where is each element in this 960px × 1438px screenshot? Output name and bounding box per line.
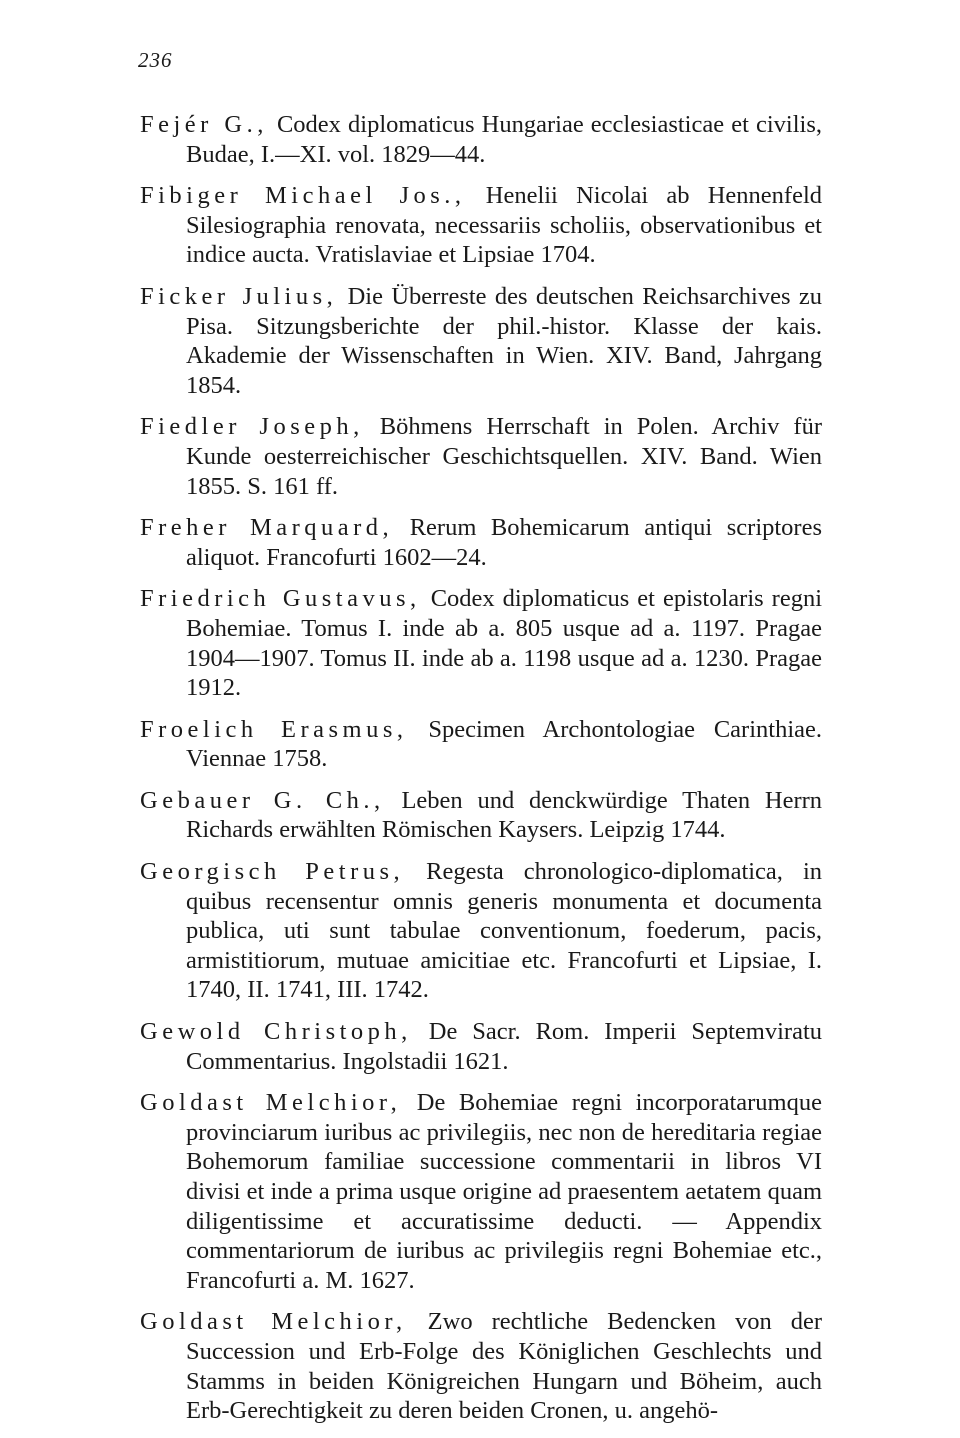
bibliography-entry bbox=[140, 412, 822, 501]
entry-author: Georgisch Petrus, bbox=[140, 858, 405, 886]
bibliography-entry bbox=[140, 786, 822, 845]
entry-text: Codex diplomaticus Hungariae ecclesiasticae et civilis, Budae, I.—XI. vol. 1829—44. bbox=[186, 111, 822, 168]
entry-author: Froelich Erasmus, bbox=[140, 715, 408, 743]
entry-author: Goldast Melchior, bbox=[140, 1089, 402, 1117]
entry-text: Codex diplomaticus et epistolaris regni Bohemiae. Tomus I. inde ab a. 805 usque ad a. 1197. Pragae 1904—1907. Tomus II. inde ab a. 1198 usque ad a. 1230. Pragae 1912. bbox=[186, 585, 823, 702]
entry-author: Freher Marquard, bbox=[140, 514, 394, 542]
entry-author: Goldast Melchior, bbox=[140, 1308, 407, 1336]
bibliography-entry bbox=[140, 715, 822, 774]
entry-author: Ficker Julius, bbox=[140, 282, 338, 310]
entry-text: Rerum Bohemicarum antiqui scriptores aliquot. Francofurti 1602—24. bbox=[186, 514, 822, 571]
bibliography-entry bbox=[140, 282, 822, 400]
entry-text: Die Überreste des deutschen Reichsarchives zu Pisa. Sitzungsberichte der phil.-histor. Klasse der kais. Akademie der Wissenschaften in Wien. XIV. Band, Jahrgang 1854. bbox=[186, 282, 823, 399]
bibliography-entry bbox=[140, 1307, 822, 1425]
bibliography-entry bbox=[140, 584, 822, 702]
entry-author: Fibiger Michael Jos., bbox=[140, 182, 466, 210]
bibliography-list bbox=[140, 110, 822, 1438]
entry-text: Böhmens Herrschaft in Polen. Archiv für Kunde oesterreichischer Geschichtsquellen. XIV. Band. Wien 1855. S. 161 ff. bbox=[186, 413, 822, 500]
entry-author: Gewold Christoph, bbox=[140, 1018, 412, 1046]
bibliography-entry bbox=[140, 110, 822, 169]
bibliography-entry bbox=[140, 1088, 822, 1295]
entry-text: Regesta chronologico-diplomatica, in quibus recensentur omnis generis monumenta et documenta publica, uti sunt tabulae conventionum, foederum, pacis, armistitiorum, mutuae amicitiae etc. Francofurti et Lipsiae, I. 1740, II. 1741, III. 1742. bbox=[186, 858, 823, 1004]
entry-author: Friedrich Gustavus, bbox=[140, 585, 421, 613]
entry-text: De Sacr. Rom. Imperii Septemviratu Commentarius. Ingolstadii 1621. bbox=[186, 1018, 823, 1075]
entry-author: Fejér G., bbox=[140, 111, 268, 138]
bibliography-entry bbox=[140, 513, 822, 572]
entry-text: De Bohemiae regni incorporatarumque provinciarum iuribus ac privilegiis, nec non de hereditaria regiae Bohemorum familiae successione commentarii in libros VI divisi et inde a prima usque origine ad praesentem aetatem quam diligentissime et accuratissime deducti. — Appendix commentariorum de iuribus ac privilegiis regni Bohemiae etc., Francofurti a. M. 1627. bbox=[186, 1089, 822, 1294]
page-number: 236 bbox=[138, 48, 173, 72]
entry-text: Leben und denckwürdige Thaten Herrn Richards erwählten Römischen Kaysers. Leipzig 1744. bbox=[186, 786, 823, 844]
bibliography-entry bbox=[140, 857, 822, 1005]
entry-text: Specimen Archontologiae Carinthiae. Viennae 1758. bbox=[186, 715, 823, 773]
entry-text: Henelii Nicolai ab Hennenfeld Silesiographia renovata, necessariis scholiis, observationibus et indice aucta. Vratislaviae et Lipsiae 1704. bbox=[186, 182, 822, 269]
entry-text: Zwo rechtliche Bedencken von der Succession und Erb-Folge des Königlichen Geschlechts und Stamms in beiden Königreichen Hungarn und Böheim, auch Erb-Gerechtigkeit zu deren beiden Cronen, u. angehö- bbox=[186, 1308, 823, 1425]
bibliography-entry bbox=[140, 1017, 822, 1076]
bibliography-entry bbox=[140, 181, 822, 270]
entry-author: Gebauer G. Ch., bbox=[140, 786, 385, 814]
entry-author: Fiedler Joseph, bbox=[140, 413, 364, 441]
